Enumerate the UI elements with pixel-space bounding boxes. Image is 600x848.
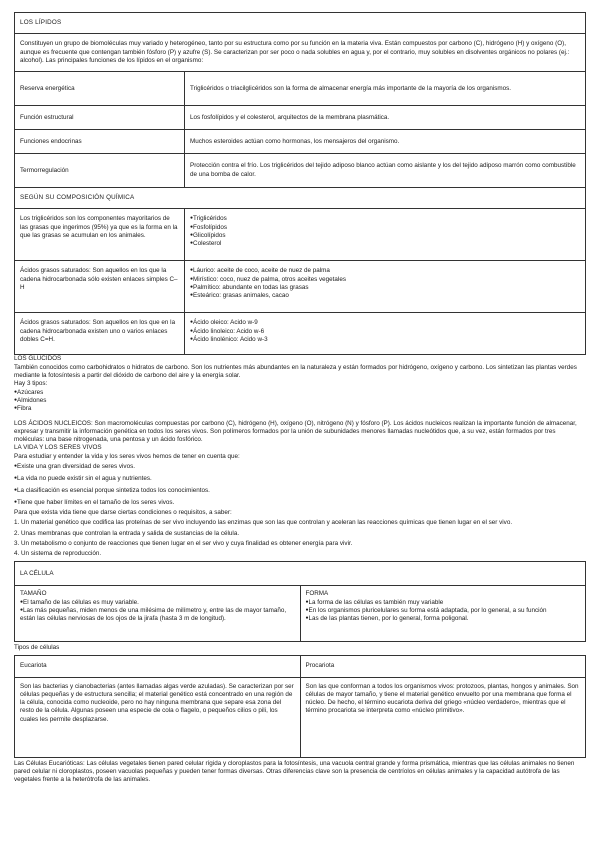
list-item: ● Colesterol <box>190 240 580 248</box>
funcion-label: Reserva energética <box>15 72 185 106</box>
funcion-desc: Protección contra el frío. Los triglicéridos del tejido adiposo blanco actúan como aislante y los del tejido adiposo marrón como combustible de una bomba de calor. <box>185 154 586 188</box>
eucariota-title: Eucariota <box>15 655 301 677</box>
composicion-desc: Ácidos grasos saturados: Son aquellos en los que la cadena hidrocarbonada sólo existen enlaces simples C–H <box>15 261 185 313</box>
composicion-list <box>190 267 580 300</box>
list-item: ● Triglicéridos <box>190 215 580 223</box>
list-item: ● Láurico: aceite de coco, aceite de nuez de palma <box>190 267 580 275</box>
composicion-desc: Los triglicéridos son los componentes mayoritarios de las grasas que ingerimos (95%) ya que es la forma en la que las grasas se acumulan en los animales. <box>15 209 185 261</box>
funcion-label: Termorregulación <box>15 154 185 188</box>
list-item: ● Fosfolípidos <box>190 224 580 232</box>
eucariota-text: Son las bacterias y cianobacterias (antes llamadas algas verde azuladas). Se caracterizan por ser células pequeñas y de estructura sencilla; el material genético está concentrado en una región de la célula, conocida como nucleoide, pero no hay ninguna membrana que separe esa zona del resto de la célula. Algunas poseen una especie de cola o flagelo, o pequeños cilios o pili, los cuales les permite desplazarse. <box>15 677 301 757</box>
celula-title: LA CÉLULA <box>15 562 586 586</box>
condicion-item: 1. Un material genético que codifica las proteínas de ser vivo incluyendo las enzimas que son las que controlan y aceleran las reacciones químicas que tienen lugar en el ser vivo. <box>14 519 513 527</box>
procariota-text: Son las que conforman a todos los organismos vivos: protozoos, plantas, hongos y animales. Son células de mayor tamaño, y tiene el material genético envuelto por una membrana que forma el núcleo. De hecho, el término eucariota deriva del griego «núcleo verdadero», mientras que el término procariota se interpreta como «núcleo primitivo». <box>300 677 586 757</box>
list-item: ● Mirístico: coco, nuez de palma, otros aceites vegetales <box>190 276 580 284</box>
glucidos-section <box>14 355 586 413</box>
list-item: ● La vida no puede existir sin el agua y nutrientes. <box>14 473 586 485</box>
condicion-item: 2. Unas membranas que controlan la entrada y salida de sustancias de la célula. <box>14 530 240 538</box>
list-item: ● Esteárico: grasas animales, cacao <box>190 292 580 300</box>
glucidos-tipos-label: Hay 3 tipos: <box>14 380 48 388</box>
funcion-desc: Muchos esteroides actúan como hormonas, los mensajeros del organismo. <box>185 130 586 154</box>
list-item: ● Glicolípidos <box>190 232 580 240</box>
list-item: ● Existe una gran diversidad de seres vivos. <box>14 461 586 473</box>
list-item: ● Ácido linolénico: Acido w-3 <box>190 336 580 344</box>
funcion-desc: Triglicéridos o triacilglicéridos son la forma de almacenar energía más importante de la mayoría de los organismos. <box>185 72 586 106</box>
list-item: ● Las más pequeñas, miden menos de una milésima de milímetro y, entre las de mayor tamaño, están las células nerviosas de los ojos de la jirafa (hasta 3 m de longitud). <box>20 607 295 624</box>
lipidos-intro: Constituyen un grupo de biomoléculas muy variado y heterogéneo, tanto por su estructura como por su función en la materia viva. Están compuestos por carbono (C), hidrógeno (H) y oxígeno (O), aunque es frecuente que contengan también fósforo (P) y azufre (S). Se caracterizan por ser poco o nada solubles en agua y, por el contrario, muy solubles en disolventes orgánicos no polares (ej.: alcohol). Las principales funciones de los lípidos en el organismo: <box>15 34 586 72</box>
tipos-celulas-label: Tipos de células <box>14 644 60 652</box>
document-page <box>14 12 586 784</box>
list-item: ● Fibra <box>14 405 586 413</box>
list-item: ● En los organismos pluricelulares su forma está adaptada, por lo general, a su función <box>306 607 581 615</box>
lipidos-title: LOS LÍPIDOS <box>15 13 586 34</box>
glucidos-text: También conocidos como carbohidratos o hidratos de carbono. Son los nutrientes más abundantes en la naturaleza y están formados por hidrógeno, oxígeno y carbono. Los sintetizan las plantas verdes mediante la fotosíntesis a partir del dióxido de carbono del aire y la energía solar. <box>14 363 577 380</box>
list-item: ● Ácido linoleico: Acido w-6 <box>190 328 580 336</box>
list-item: ● La forma de las células es también muy variable <box>306 599 581 607</box>
forma-list <box>306 599 581 624</box>
vida-puntos-list <box>14 461 586 509</box>
composicion-list <box>190 319 580 344</box>
celula-table <box>14 561 586 642</box>
nucleicos-section <box>14 420 586 445</box>
vida-condiciones-intro: Para que exista vida tiene que darse ciertas condiciones o requisitos, a saber: <box>14 508 232 516</box>
nucleicos-text: LOS ÁCIDOS NUCLEICOS: Son macromoléculas compuestas por carbono (C), hidrógeno (H), oxígeno (O), nitrógeno (N) y fósforo (P). Los ácidos nucleicos realizan la importante función de almacenar, expresar y transmitir la información genética en todos los seres vivos. Son polímeros formados por la unión de subunidades menores llamadas nucleótidos que, a su vez, están formados por tres moléculas: una base nitrogenada, una pentosa y un ácido fosfórico. <box>14 419 577 444</box>
list-item: ● Las de las plantas tienen, por lo general, forma poligonal. <box>306 615 581 623</box>
list-item: ● El tamaño de las células es muy variable. <box>20 599 295 607</box>
list-item: ● Ácido oleico: Acido w-9 <box>190 319 580 327</box>
tamano-list <box>20 599 295 624</box>
composicion-list <box>190 215 580 248</box>
forma-title: FORMA <box>305 590 329 598</box>
procariota-title: Procariota <box>300 655 586 677</box>
vida-title: LA VIDA Y LOS SERES VIVOS <box>14 444 102 452</box>
tipos-celulas-table <box>14 655 586 758</box>
funcion-label: Función estructural <box>15 106 185 130</box>
vida-section <box>14 444 586 559</box>
tamano-title: TAMAÑO <box>20 590 47 598</box>
funcion-label: Funciones endocrinas <box>15 130 185 154</box>
list-item: ● Azúcares <box>14 389 586 397</box>
condicion-item: 4. Un sistema de reproducción. <box>14 550 102 558</box>
list-item: ● La clasificación es esencial porque sintetiza todos los conocimientos. <box>14 485 586 497</box>
lipidos-table <box>14 12 586 355</box>
list-item: ● Tiene que haber límites en el tamaño de los seres vivos. <box>14 497 586 509</box>
celula-footer: Las Células Eucarióticas: Las células vegetales tienen pared celular rígida y cloroplastos para la fotosíntesis, una vacuola central grande y forma prismática, mientras que las células animales no tienen pared celular ni cloroplastos, poseen vacuolas pequeñas y pueden tener formas diversas. Otras diferencias clave son la presencia de centríolos en células animales y la capacidad autótrofa de las vegetales frente a la heterótrofa de las animales. <box>14 759 575 784</box>
funcion-desc: Los fosfolípidos y el colesterol, arquitectos de la membrana plasmática. <box>185 106 586 130</box>
list-item: ● Almidones <box>14 397 586 405</box>
glucidos-title: LOS GLÚCIDOS <box>14 355 62 363</box>
condicion-item: 3. Un metabolismo o conjunto de reacciones que tienen lugar en el ser vivo y cuya finalidad es obtener energía para vivir. <box>14 540 353 548</box>
vida-intro: Para estudiar y entender la vida y los seres vivos hemos de tener en cuenta que: <box>14 452 240 460</box>
composicion-desc: Ácidos grasos saturados: Son aquellos en los que en la cadena hidrocarbonada existen uno o varios enlaces dobles C=H. <box>15 313 185 355</box>
composicion-title: SEGÚN SU COMPOSICIÓN QUÍMICA <box>15 188 586 209</box>
list-item: ● Palmítico: abundante en todas las grasas <box>190 284 580 292</box>
glucidos-tipos-list <box>14 389 586 414</box>
